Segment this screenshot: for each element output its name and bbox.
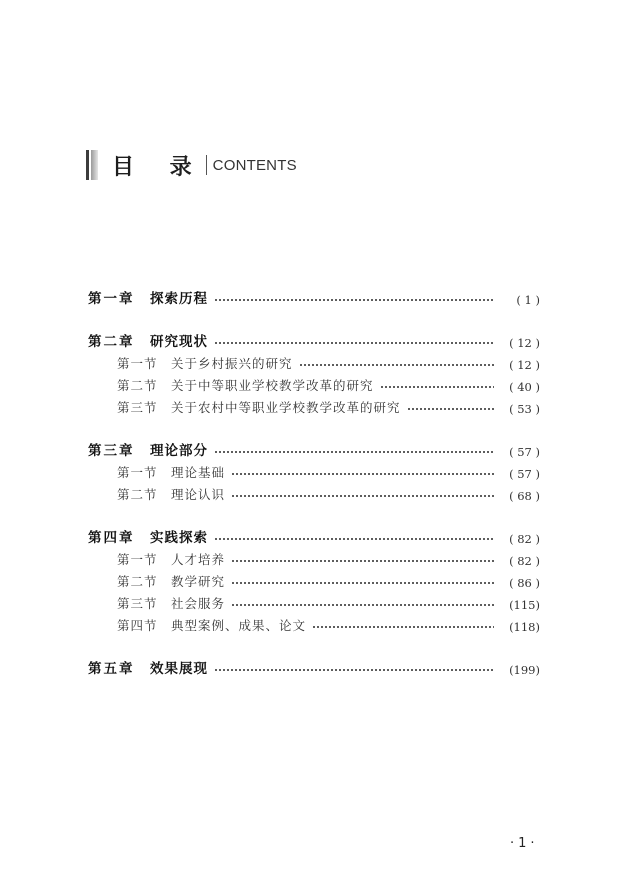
- section-number: 第二节: [117, 574, 158, 589]
- toc-section-entry[interactable]: [88, 459, 540, 481]
- section-number: 第二节: [117, 487, 158, 502]
- dot-leader: [214, 299, 494, 301]
- chapter-number: 第五章: [88, 661, 135, 677]
- section-title: 教学研究: [171, 574, 226, 589]
- page-reference: ( 12 ): [509, 336, 540, 350]
- section-title: 理论认识: [171, 487, 226, 502]
- page-reference: ( 53 ): [509, 402, 540, 416]
- dot-leader: [214, 538, 494, 540]
- chapter-block: [88, 522, 540, 634]
- chapter-title: 实践探索: [150, 530, 208, 546]
- page-reference: ( 82 ): [509, 532, 540, 546]
- dot-leader: [214, 342, 494, 344]
- toc-section-entry[interactable]: [88, 590, 540, 612]
- page-reference: (199): [509, 663, 540, 677]
- chapter-number: 第四章: [88, 530, 135, 546]
- section-number: 第三节: [117, 596, 158, 611]
- chapter-number: 第一章: [88, 291, 135, 307]
- toc-section-entry[interactable]: [88, 546, 540, 568]
- chapter-number: 第二章: [88, 334, 135, 350]
- page-reference: ( 82 ): [509, 554, 540, 568]
- toc-section-entry[interactable]: [88, 481, 540, 503]
- toc-section-entry[interactable]: [88, 394, 540, 416]
- section-title: 典型案例、成果、论文: [171, 618, 307, 633]
- chapter-title: 研究现状: [150, 334, 208, 350]
- page-reference: ( 57 ): [509, 467, 540, 481]
- toc-heading: [86, 150, 297, 180]
- dot-leader: [214, 451, 494, 453]
- section-number: 第一节: [117, 356, 158, 371]
- section-number: 第四节: [117, 618, 158, 633]
- section-title: 关于乡村振兴的研究: [171, 356, 293, 371]
- table-of-contents: [88, 283, 540, 696]
- page-reference: (118): [509, 620, 540, 634]
- page-reference: ( 86 ): [509, 576, 540, 590]
- section-number: 第一节: [117, 465, 158, 480]
- heading-english: CONTENTS: [212, 156, 297, 174]
- page-reference: (115): [509, 598, 540, 612]
- dot-leader: [299, 364, 494, 366]
- page-reference: ( 68 ): [509, 489, 540, 503]
- page-reference: ( 12 ): [509, 358, 540, 372]
- toc-section-entry[interactable]: [88, 568, 540, 590]
- section-number: 第三节: [117, 400, 158, 415]
- toc-section-entry[interactable]: [88, 372, 540, 394]
- dot-leader: [380, 386, 494, 388]
- page-reference: ( 57 ): [509, 445, 540, 459]
- toc-chapter-entry[interactable]: [88, 326, 540, 350]
- toc-section-entry[interactable]: [88, 350, 540, 372]
- heading-bar-decoration: [86, 150, 98, 180]
- chapter-title: 理论部分: [150, 443, 208, 459]
- section-title: 人才培养: [171, 552, 226, 567]
- dot-leader: [231, 604, 494, 606]
- chapter-block: [88, 283, 540, 307]
- chapter-block: [88, 326, 540, 416]
- section-title: 理论基础: [171, 465, 226, 480]
- dot-leader: [231, 495, 494, 497]
- section-title: 关于中等职业学校教学改革的研究: [171, 378, 374, 393]
- dot-leader: [231, 582, 494, 584]
- dot-leader: [312, 626, 494, 628]
- toc-chapter-entry[interactable]: [88, 283, 540, 307]
- toc-chapter-entry[interactable]: [88, 522, 540, 546]
- toc-chapter-entry[interactable]: [88, 435, 540, 459]
- dot-leader: [407, 408, 494, 410]
- chapter-block: [88, 435, 540, 503]
- section-number: 第一节: [117, 552, 158, 567]
- toc-chapter-entry[interactable]: [88, 653, 540, 677]
- dot-leader: [231, 560, 494, 562]
- toc-section-entry[interactable]: [88, 612, 540, 634]
- dot-leader: [231, 473, 494, 475]
- page-reference: ( 40 ): [509, 380, 540, 394]
- section-title: 社会服务: [171, 596, 226, 611]
- chapter-title: 效果展现: [150, 661, 208, 677]
- section-number: 第二节: [117, 378, 158, 393]
- heading-title: 目 录: [112, 154, 206, 180]
- section-title: 关于农村中等职业学校教学改革的研究: [171, 400, 401, 415]
- page-number: ·1·: [510, 836, 539, 851]
- heading-divider: [206, 155, 207, 175]
- dot-leader: [214, 669, 494, 671]
- chapter-number: 第三章: [88, 443, 135, 459]
- chapter-title: 探索历程: [150, 291, 208, 307]
- page-reference: ( 1 ): [516, 293, 540, 307]
- chapter-block: [88, 653, 540, 677]
